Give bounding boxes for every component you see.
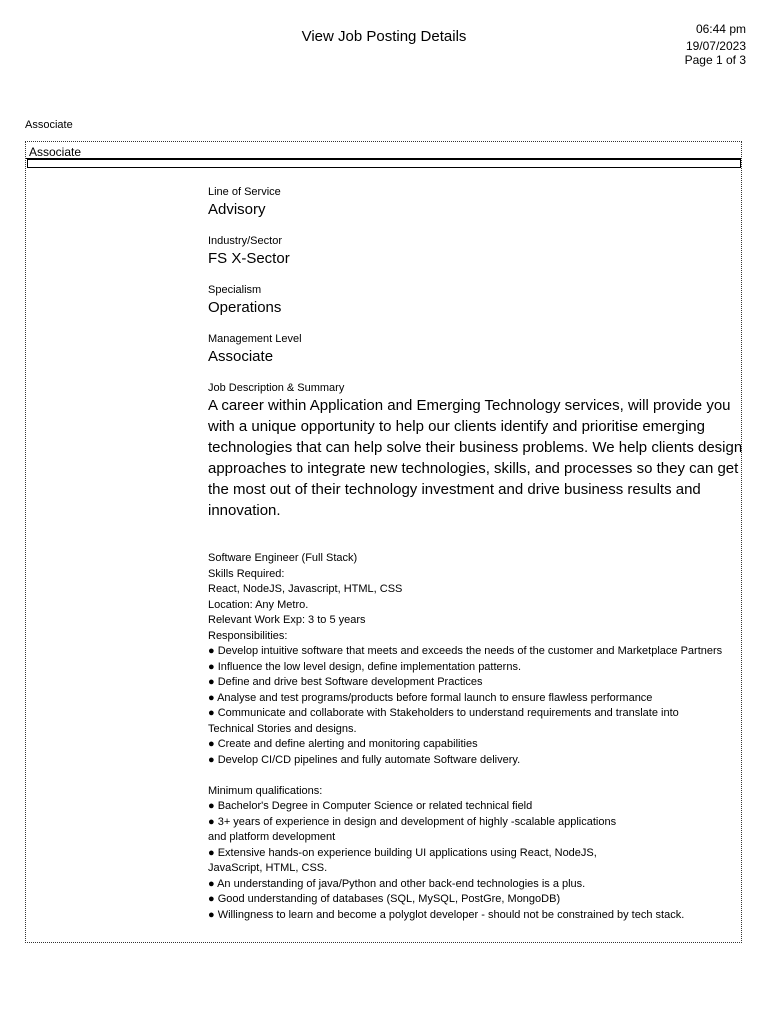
detail-line: Location: Any Metro. [208,598,309,611]
detail-line: ● Good understanding of databases (SQL, MySQL, PostGre, MongoDB) [208,893,561,905]
detail-line: ● Develop CI/CD pipelines and fully automate Software delivery. [208,753,521,766]
detail-line: ● Create and define alerting and monitoring capabilities [208,738,478,750]
detail-line: Responsibilities: [208,629,288,642]
field-value: FS X-Sector [208,250,290,267]
section-label: Associate [25,119,73,131]
job-title-row [26,142,741,159]
field-value: Operations [208,299,282,316]
detail-line: ● Extensive hands-on experience building UI applications using React, NodeJS, [208,846,597,859]
field-line-of-service [208,186,738,221]
detail-line: ● 3+ years of experience in design and development of highly -scalable applications [208,815,617,828]
field-label: Specialism [208,284,262,296]
detail-line: ● Communicate and collaborate with Stakeholders to understand requirements and translate into [208,707,679,719]
field-industry-sector [208,235,738,270]
field-value: Associate [208,348,274,365]
print-meta [685,22,746,67]
job-details [208,551,738,923]
page-title: View Job Posting Details [301,28,467,45]
detail-line: Relevant Work Exp: 3 to 5 years [208,614,366,626]
field-label: Job Description & Summary [208,382,345,394]
print-time: 06:44 pm [695,22,746,36]
job-title: Associate [29,145,82,159]
detail-line: ● Willingness to learn and become a polyglot developer - should not be constrained by tech stack. [208,908,685,921]
detail-line: Skills Required: [208,567,285,580]
field-label: Line of Service [208,186,281,198]
detail-line: Minimum qualifications: [208,784,323,797]
detail-line: ● Influence the low level design, define implementation patterns. [208,660,521,673]
job-posting-frame [25,141,742,943]
detail-line: React, NodeJS, Javascript, HTML, CSS [208,583,403,595]
detail-line: ● Define and drive best Software development Practices [208,676,483,688]
detail-spacer [208,768,738,784]
page-number: Page 1 of 3 [684,53,746,67]
field-label: Management Level [208,333,302,345]
detail-line: ● An understanding of java/Python and other back-end technologies is a plus. [208,877,586,890]
job-content [208,186,743,923]
detail-line: ● Develop intuitive software that meets and exceeds the needs of the customer and Marketplace Partners [208,645,723,657]
detail-line: ● Bachelor's Degree in Computer Science or related technical field [208,800,533,812]
field-specialism [208,284,738,319]
detail-line: ● Analyse and test programs/products before formal launch to ensure flawless performance [208,691,653,704]
field-job-description [208,382,743,521]
detail-line: and platform development [208,831,336,843]
detail-line: Technical Stories and designs. [208,722,357,735]
field-management-level [208,333,738,368]
field-value: Advisory [208,201,266,218]
print-date: 19/07/2023 [685,39,746,53]
detail-line: Software Engineer (Full Stack) [208,552,358,564]
job-summary-text: A career within Application and Emerging Technology services, will provide you with a unique opportunity to help our clients identify and prioritise emerging technologies that can help solve their business problems. We help clients design approaches to integrate new technologies, skills, and processes so they can get the most out of their technology investment and drive business results and innovation. [208,397,743,519]
detail-line: JavaScript, HTML, CSS. [208,862,328,874]
field-label: Industry/Sector [208,235,282,247]
empty-row [27,159,741,168]
